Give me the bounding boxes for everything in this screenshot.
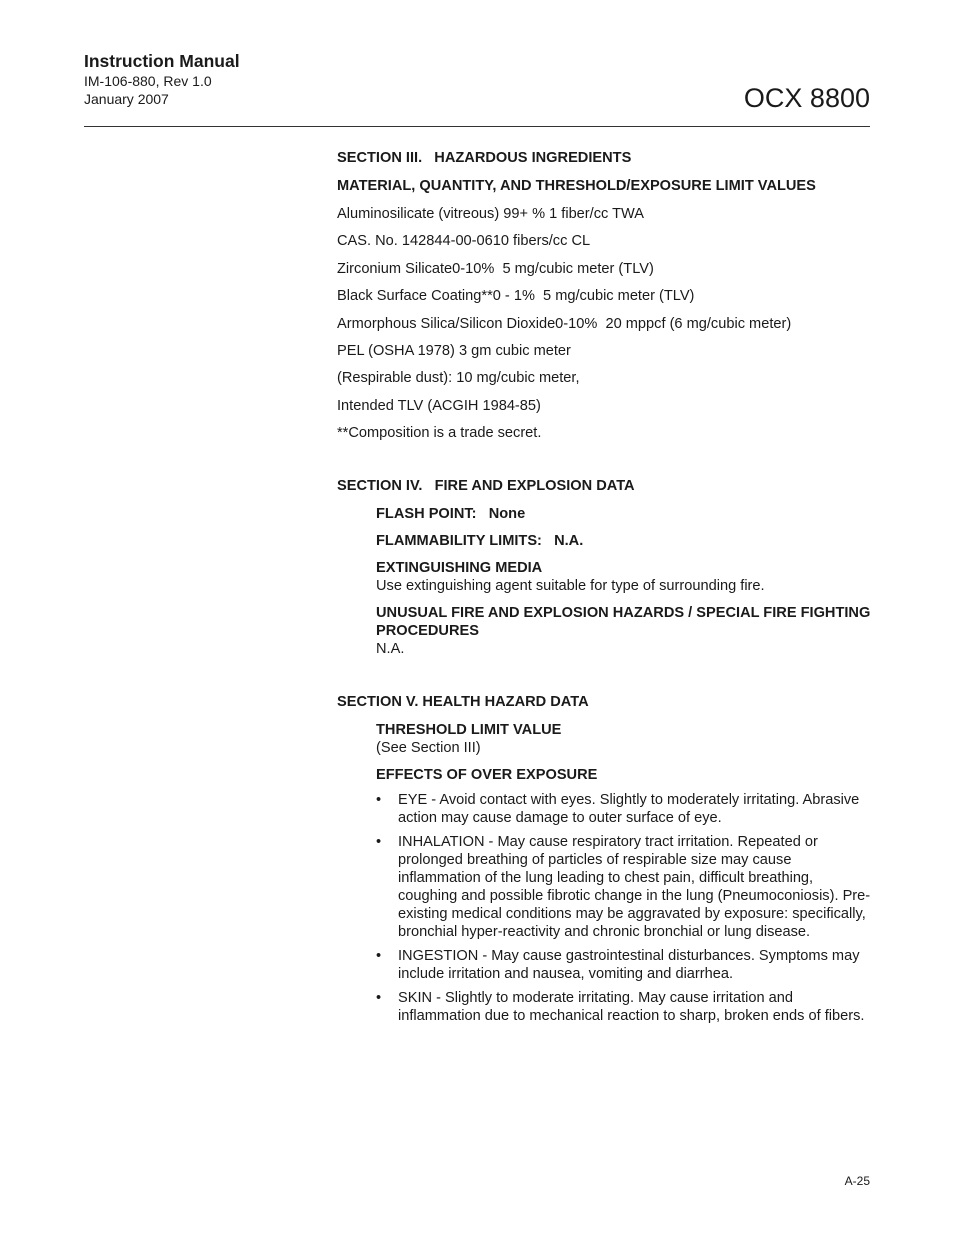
ingredient-line: (Respirable dust): 10 mg/cubic meter, — [337, 370, 580, 387]
ingredient-line: Aluminosilicate (vitreous) 99+ % 1 fiber/cc TWA — [337, 206, 644, 222]
section-3-title: SECTION III. HAZARDOUS INGREDIENTS — [337, 150, 632, 166]
bullet-icon: • — [376, 834, 382, 851]
document-header — [84, 51, 240, 108]
bullet-icon: • — [376, 990, 382, 1007]
section-health-hazard — [337, 693, 872, 1025]
unusual-hazards-heading: UNUSUAL FIRE AND EXPLOSION HAZARDS / SPECIAL FIRE FIGHTING PROCEDURES — [376, 605, 871, 640]
ingredient-line: Intended TLV (ACGIH 1984-85) — [337, 397, 541, 414]
effect-skin: SKIN - Slightly to moderate irritating. May cause irritation and inflammation due to mechanical reaction to sharp, broken ends of fibers. — [398, 990, 865, 1025]
page-content — [337, 149, 872, 1031]
list-item — [376, 989, 872, 1025]
page-number: A-25 — [844, 1174, 870, 1188]
document-date: January 2007 — [84, 91, 169, 107]
extinguishing-media — [376, 559, 872, 595]
effects-heading: EFFECTS OF OVER EXPOSURE — [376, 767, 598, 784]
bullet-icon: • — [376, 948, 382, 965]
ingredient-line: Black Surface Coating**0 - 1% 5 mg/cubic meter (TLV) — [337, 288, 695, 305]
list-item — [376, 791, 872, 827]
header-divider — [84, 126, 870, 127]
section-hazardous-ingredients — [337, 149, 872, 442]
ingredient-line: PEL (OSHA 1978) 3 gm cubic meter — [337, 342, 571, 359]
unusual-hazards-text: N.A. — [376, 641, 405, 658]
bullet-icon: • — [376, 792, 382, 809]
manual-title: Instruction Manual — [84, 51, 240, 71]
effect-ingestion: INGESTION - May cause gastrointestinal disturbances. Symptoms may include irritation and nausea, vomiting and diarrhea. — [398, 948, 860, 983]
effects-list — [376, 791, 872, 1025]
section-5-title: SECTION V. HEALTH HAZARD DATA — [337, 694, 589, 711]
product-title: OCX 8800 — [743, 83, 870, 113]
tlv-heading: THRESHOLD LIMIT VALUE — [376, 722, 562, 739]
flammability-limits: FLAMMABILITY LIMITS: N.A. — [376, 533, 584, 550]
effect-inhalation: INHALATION - May cause respiratory tract irritation. Repeated or prolonged breathing of particles of respirable size may cause inflammation of the lung leading to chest pain, difficult breathing, coughing and possible fibrotic change in the lung (Pneumoconiosis). Pre-existing medical conditions may be aggravated by exposure: specifically, bronchial hyper-reactivity and chronic bronchial or lung disease. — [398, 834, 871, 941]
extinguishing-media-heading: EXTINGUISHING MEDIA — [376, 560, 543, 577]
unusual-hazards — [376, 604, 872, 658]
ingredient-line: Zirconium Silicate0-10% 5 mg/cubic meter (TLV) — [337, 260, 654, 277]
effect-eye: EYE - Avoid contact with eyes. Slightly to moderately irritating. Abrasive action may cause damage to outer surface of eye. — [398, 792, 860, 827]
section-fire-explosion — [337, 477, 872, 658]
extinguishing-media-text: Use extinguishing agent suitable for type of surrounding fire. — [376, 578, 765, 595]
tlv-text: (See Section III) — [376, 740, 481, 757]
list-item — [376, 947, 872, 983]
ingredient-line: CAS. No. 142844-00-0610 fibers/cc CL — [337, 233, 591, 250]
section-4-title: SECTION IV. FIRE AND EXPLOSION DATA — [337, 478, 635, 495]
document-number: IM-106-880, Rev 1.0 — [84, 73, 212, 89]
flash-point: FLASH POINT: None — [376, 506, 526, 523]
section-3-subtitle: MATERIAL, QUANTITY, AND THRESHOLD/EXPOSURE LIMIT VALUES — [337, 178, 816, 194]
ingredient-line: Armorphous Silica/Silicon Dioxide0-10% 20 mppcf (6 mg/cubic meter) — [337, 315, 792, 332]
list-item — [376, 833, 872, 941]
threshold-limit-value — [376, 721, 872, 757]
trade-secret-note: **Composition is a trade secret. — [337, 425, 542, 442]
